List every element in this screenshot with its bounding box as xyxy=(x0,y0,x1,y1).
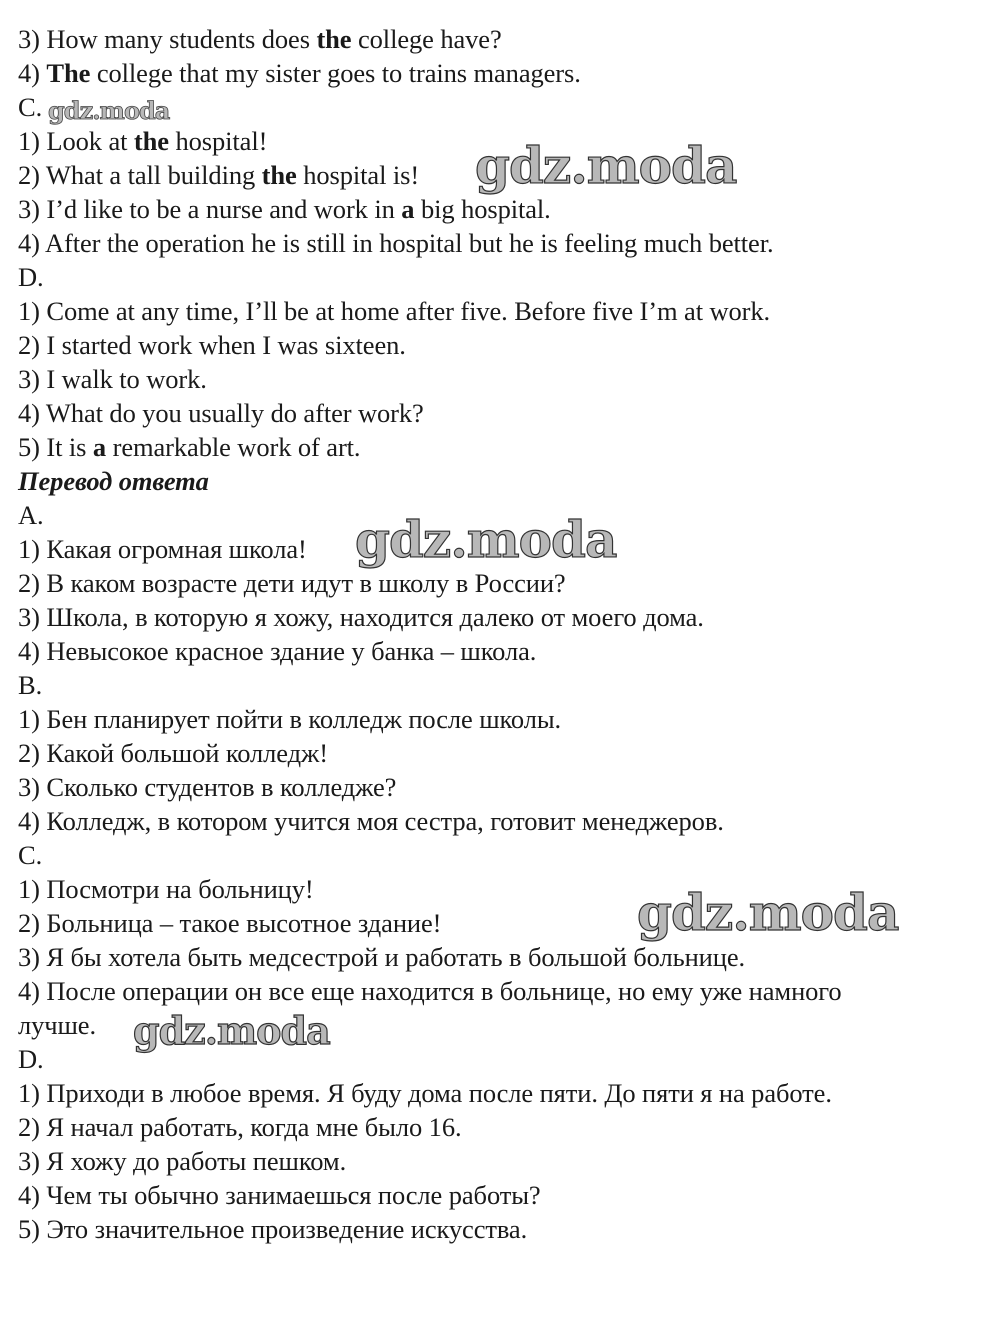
article-bold: The xyxy=(46,58,91,88)
text-segment: 1) Какая огромная школа! xyxy=(18,534,307,564)
text-line xyxy=(18,838,988,872)
text-segment: D. xyxy=(18,1044,44,1074)
text-segment: 3) How many students does xyxy=(18,24,317,54)
text-line xyxy=(18,804,988,838)
text-segment: 2) В каком возрасте дети идут в школу в России? xyxy=(18,568,566,598)
text-segment: 5) Это значительное произведение искусства. xyxy=(18,1214,528,1244)
text-segment: 5) It is xyxy=(18,432,93,462)
text-line xyxy=(18,396,988,430)
watermark-logo: gdz.moda xyxy=(637,883,899,942)
text-segment: 2) What a tall building xyxy=(18,160,262,190)
text-segment: 4) After the operation he is still in hospital but he is feeling much better. xyxy=(18,228,774,258)
text-line xyxy=(18,90,988,124)
section-heading: Перевод ответа xyxy=(18,466,209,496)
text-line xyxy=(18,634,988,668)
text-segment: remarkable work of art. xyxy=(106,432,361,462)
watermark-logo: gdz.moda xyxy=(133,1008,330,1053)
text-segment: 2) Я начал работать, когда мне было 16. xyxy=(18,1112,462,1142)
article-bold: the xyxy=(261,160,297,190)
text-line xyxy=(18,600,988,634)
text-line xyxy=(18,974,988,1008)
watermark-logo: gdz.moda xyxy=(355,510,617,569)
text-line xyxy=(18,362,988,396)
text-segment: 2) Какой большой колледж! xyxy=(18,738,328,768)
text-segment: B. xyxy=(18,670,43,700)
watermark-logo: gdz.moda xyxy=(48,96,170,125)
text-segment: 4) Чем ты обычно занимаешься после работы? xyxy=(18,1180,541,1210)
text-segment: 4) Невысокое красное здание у банка – школа. xyxy=(18,636,537,666)
text-segment: C. xyxy=(18,92,43,122)
text-line xyxy=(18,1110,988,1144)
text-line xyxy=(18,1144,988,1178)
text-segment: 3) Школа, в которую я хожу, находится далеко от моего дома. xyxy=(18,602,704,632)
text-segment: 3) I walk to work. xyxy=(18,364,207,394)
text-segment: hospital! xyxy=(168,126,268,156)
text-segment: 3) Я хожу до работы пешком. xyxy=(18,1146,347,1176)
text-line xyxy=(18,906,988,940)
text-segment: 1) Посмотри на больницу! xyxy=(18,874,314,904)
text-segment: 4) xyxy=(18,58,47,88)
text-segment: 2) I started work when I was sixteen. xyxy=(18,330,406,360)
article-bold: a xyxy=(92,432,107,462)
text-line xyxy=(18,124,988,158)
text-line xyxy=(18,260,988,294)
text-segment: college that my sister goes to trains managers. xyxy=(90,58,581,88)
text-segment: A. xyxy=(18,500,44,530)
text-line xyxy=(18,1178,988,1212)
text-segment: big hospital. xyxy=(414,194,551,224)
text-line xyxy=(18,294,988,328)
text-line xyxy=(18,770,988,804)
text-line xyxy=(18,1076,988,1110)
watermark-logo: gdz.moda xyxy=(475,136,737,195)
text-line xyxy=(18,872,988,906)
text-segment: лучше. xyxy=(18,1010,96,1040)
article-bold: the xyxy=(316,24,352,54)
text-segment: D. xyxy=(18,262,44,292)
text-segment: hospital is! xyxy=(296,160,420,190)
text-segment: 1) Come at any time, I’ll be at home after five. Before five I’m at work. xyxy=(18,296,771,326)
text-line xyxy=(18,158,988,192)
text-line xyxy=(18,328,988,362)
text-segment: college have? xyxy=(351,24,502,54)
article-bold: the xyxy=(133,126,169,156)
text-segment: 1) Look at xyxy=(18,126,134,156)
text-segment: C. xyxy=(18,840,43,870)
text-line xyxy=(18,940,988,974)
text-segment: 4) После операции он все еще находится в больнице, но ему уже намного xyxy=(18,976,842,1006)
text-line xyxy=(18,56,988,90)
text-line xyxy=(18,498,988,532)
text-line xyxy=(18,22,988,56)
text-segment: 2) Больница – такое высотное здание! xyxy=(18,908,442,938)
text-line xyxy=(18,226,988,260)
text-line xyxy=(18,702,988,736)
text-line xyxy=(18,566,988,600)
text-line xyxy=(18,668,988,702)
text-line xyxy=(18,532,988,566)
text-line xyxy=(18,192,988,226)
text-line xyxy=(18,1008,988,1042)
text-line xyxy=(18,1212,988,1246)
text-segment: 3) Сколько студентов в колледже? xyxy=(18,772,397,802)
text-line xyxy=(18,1042,988,1076)
text-segment: 3) I’d like to be a nurse and work in xyxy=(18,194,402,224)
document-body xyxy=(18,22,988,1246)
text-segment: 4) What do you usually do after work? xyxy=(18,398,424,428)
text-line xyxy=(18,430,988,464)
text-segment: 1) Приходи в любое время. Я буду дома после пяти. До пяти я на работе. xyxy=(18,1078,832,1108)
text-line xyxy=(18,736,988,770)
text-segment: 3) Я бы хотела быть медсестрой и работать в большой больнице. xyxy=(18,942,746,972)
text-segment: 1) Бен планирует пойти в колледж после школы. xyxy=(18,704,562,734)
text-line xyxy=(18,464,988,498)
article-bold: a xyxy=(401,194,415,224)
text-segment: 4) Колледж, в котором учится моя сестра, готовит менеджеров. xyxy=(18,806,724,836)
